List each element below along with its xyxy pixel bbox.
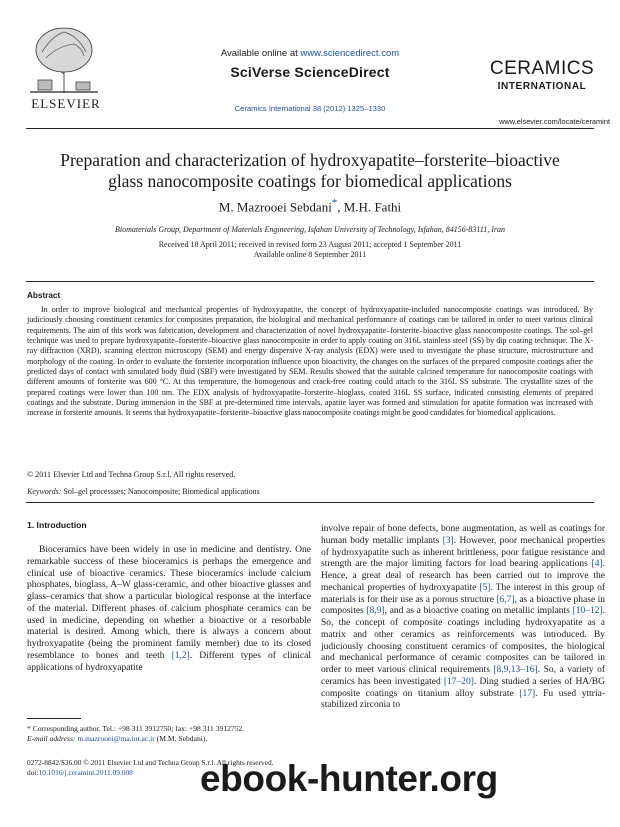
intro-text: . However, poor mechanical properties of hydroxyapatite such as inherent brittleness, poor fatigue resistance and strength are the major limiting factors for load bearing applications [321,535,605,570]
citation-link[interactable]: [17–20] [443,676,474,687]
citation-link[interactable]: [6,7] [496,594,515,605]
citation-link[interactable]: [1,2] [171,650,190,661]
publisher-name: ELSEVIER [31,96,101,111]
intro-text: . Ding studied a series of HA/BG composite coatings on titanium alloy substrate [321,676,605,699]
corresponding-author-mark[interactable]: * [331,197,338,209]
email-owner: (M.M. Sebdani). [154,734,208,743]
intro-text: Bioceramics have been widely in use in medicine and dentistry. One remarkable success of these bioceramics is perhaps the emergence and clinical use of bioactive ceramics. These bioceramics include calcium phosphates, bioglass, A–W glass-ceramic, and other bioactive glasses and glass–ceramics that show a particular biological response at the interface of the material. Different phases of calcium phosphate ceramics can be used in medicine, depending on whether a bioactive or a resorbable material is desired. Among which, there is always a concern about hydroxyapatite (being the prominent family member) due to its closed resemblance to bones and teeth [27,545,311,661]
availability-prefix: Available online at [220,48,301,59]
footnote-rule [27,718,81,719]
doi-label: doi: [27,767,39,777]
journal-logo-line2: INTERNATIONAL [497,81,587,92]
intro-left-column [27,545,311,674]
journal-url[interactable]: www.elsevier.com/locate/ceramint [499,117,610,126]
citation-link[interactable]: [3] [442,535,454,546]
intro-text: . So, the concept of composite coatings including hydroxyapatite as a matrix and other ceramics as reinforcements was introduced. By judiciously choosing constituent ceramics of composites, the biological and mechanical performance of ceramic composites can be tailored in order to meet various clinical requirements [321,606,606,675]
doi-link[interactable]: 10.1016/j.ceramint.2011.09.008 [38,767,133,777]
abstract-top-rule [26,281,594,282]
author-name: M. Mazrooei Sebdani [218,199,332,215]
journal-logo-line1: CERAMICS [489,58,595,79]
abstract-copyright: © 2011 Elsevier Ltd and Techna Group S.r.l. All rights reserved. [27,470,236,479]
intro-text: , as a bioactive phase in composites [321,594,606,617]
corresponding-author-footnote [27,724,317,744]
abstract-bottom-rule [26,502,594,503]
title-line-2: glass nanocomposite coatings for biomedical applications [108,171,512,191]
author-list [0,197,620,215]
intro-right-paragraph [321,524,605,712]
email-link[interactable]: m.mazrooei@ma.iut.ac.ir [77,734,155,743]
affiliation: Biomaterials Group, Department of Materials Engineering, Isfahan University of Technology, Isfahan, 84156-83111, Iran [115,225,505,234]
intro-text: involve repair of bone defects, bone augmentation, as well as coatings for human body metallic implants [321,524,605,546]
co-author: , M.H. Fathi [337,199,402,215]
sciencedirect-link[interactable]: www.sciencedirect.com [300,48,400,59]
citation-link[interactable]: [8,9] [366,606,385,617]
article-title [40,150,580,192]
keywords [27,487,260,496]
citation-link[interactable]: [10–12] [572,606,603,617]
intro-text: . Different types of clinical applications of hydroxyapatite [27,650,311,673]
article-dates [0,240,620,260]
journal-reference[interactable]: Ceramics International 38 (2012) 1325–1330 [234,104,386,113]
citation-link[interactable]: [5] [479,582,491,593]
intro-text: . The interest in this group of materials is for their use as a porous structure [321,582,605,605]
issn-line: 0272-8842/$36.00 © 2011 Elsevier Ltd and Techna Group S.r.l. All rights reserved. [27,758,274,767]
keywords-label: Keywords: [27,487,62,496]
email-label: E-mail address: [27,734,78,743]
intro-right-column [321,524,605,712]
abstract-text [27,305,593,419]
abstract-paragraph: In order to improve biological and mechanical properties of hydroxyapatite, the concept of hydroxyapatite-included nanocomposite coatings was introduced. By judiciously choosing constituent ceramics for composites preparation, the biological and mechanical performance of coatings can be tailored in order to meet various clinical requirements. The aim of this work was fabrication, development and characterization of novel hydroxyapatite–forsterite–bioactive glass nanocomposite coatings. The sol–gel technique was used to prepare hydroxyapatite–forsterite–bioactive glass nanocomposite in order to apply coating on 316L stainless steel (SS) by dip coating technique. The X-ray diffraction (XRD), scanning electron microscopy (SEM) and energy dispersive X-ray analysis (EDX) were used to investigate the phase structure, microstructure and morphology of the coating. In order to evaluate the forsterite incorporation influence upon bioactivity, the changes on the surfaces of the prepared composite coatings after the predicted days of contact with simulated body fluid (SBF) were investigated by SEM. Results showed that the suitable calcined temperature for nanocomposite coatings with different amounts of forsterite was 600 °C. At this temperature, the homogenous and crack-free coating could attach to the 316L SS substrate. The crystallite sizes of the prepared coatings were lower than 100 nm. The EDX analysis of hydroxyapatite–forsterite–bioglass, coated 316L SS surface, indicated consisting elements of prepared coatings and the substrate. During immersion in the SBF at pre-determined time intervals, apatite layer was formed and stimulation for apatite formation was increased with increase in forsterite amounts. It seems that hydroxyapatite–forsterite–bioactive glass nanocomposite coatings might be good candidates for biomedical applications. [27,305,593,418]
footnote-contact: * Corresponding author. Tel.: +98 311 3912750; fax: +98 311 3912752. [27,724,245,733]
citation-link[interactable]: [4] [591,559,603,570]
keywords-list: Sol–gel processses; Nanocomposite; Biomedical applications [61,487,260,496]
platform-name: SciVerse ScienceDirect [230,64,390,80]
intro-left-paragraph [27,545,311,674]
received-dates: Received 18 April 2011; received in revised form 23 August 2011; accepted 1 September 2011 [158,240,462,249]
citation-link[interactable]: [17] [519,688,536,699]
intro-text: , and as a bioactive coating on metallic implants [384,606,573,617]
elsevier-tree-logo [28,22,100,104]
title-line-1: Preparation and characterization of hydroxyapatite–forsterite–bioactive [60,150,560,170]
watermark-text: ebook-hunter.org [200,758,498,799]
intro-text: . Hence, a great deal of research has been carried out to improve the mechanical properties of hydroxyapatite [321,559,605,593]
abstract-heading: Abstract [27,291,61,300]
footnote-email-line [27,734,317,744]
header-rule [26,128,594,129]
citation-link[interactable]: [8,9,13–16] [493,665,538,675]
intro-text: . So, a variety of ceramics has been investigated [321,665,605,687]
intro-text: . Fu used yttria-stabilized zirconia to [321,688,605,711]
available-online-date: Available online 8 September 2011 [253,250,367,259]
section-heading-introduction: 1. Introduction [27,520,87,530]
